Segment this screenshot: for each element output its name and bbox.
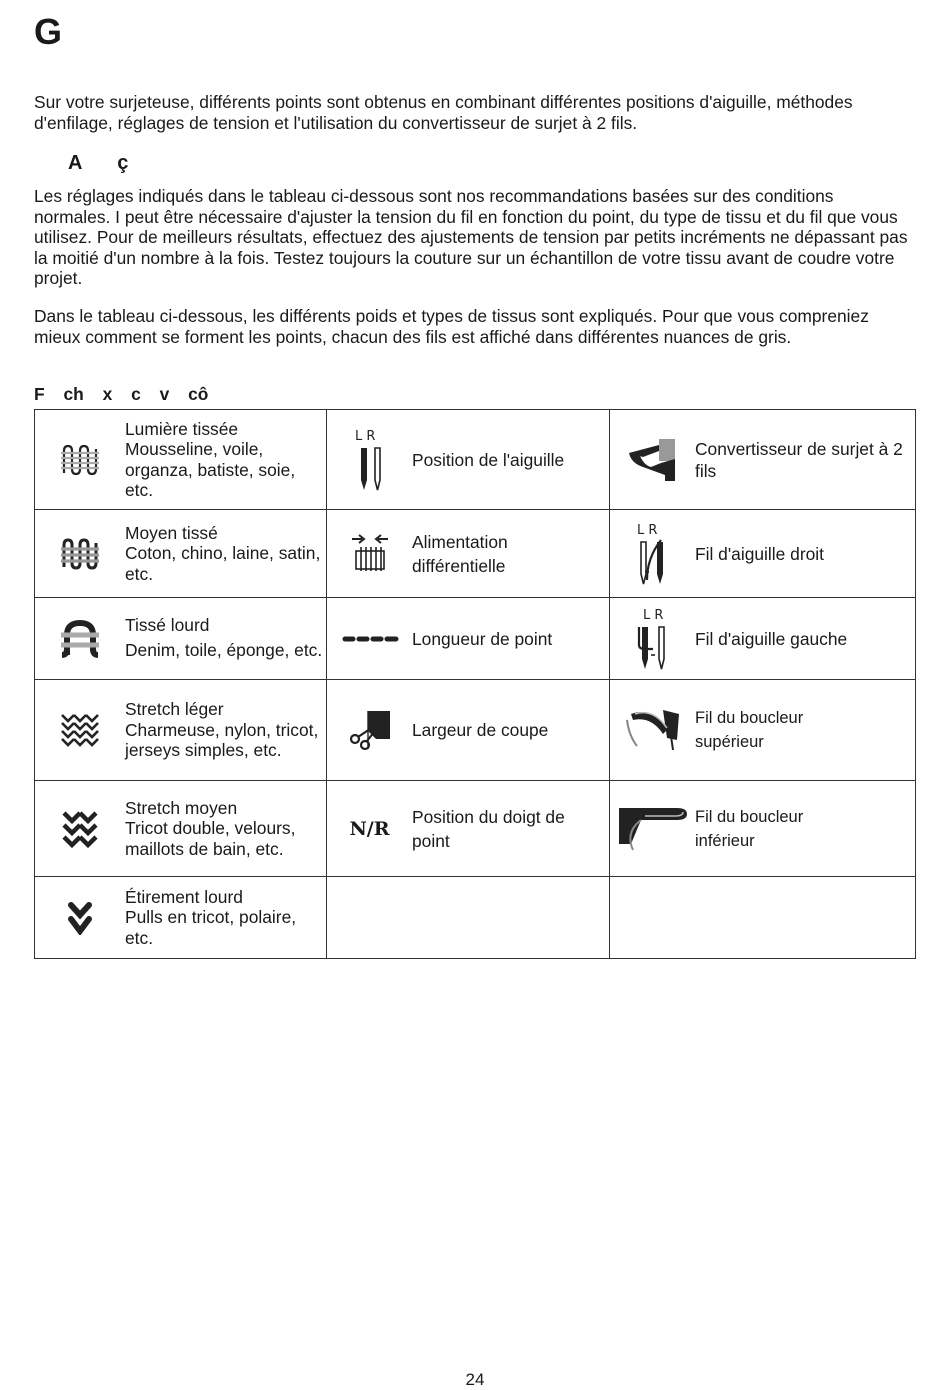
thread-cell [610, 410, 916, 510]
heavy-stretch-icon [35, 901, 125, 935]
section-subheading: A ç [68, 152, 129, 174]
fabric-description: Tricot double, velours, maillots de bain, etc. [125, 818, 296, 859]
stitch-finger-icon-text: N/R [349, 817, 390, 840]
fabric-name: Moyen tissé [125, 522, 218, 543]
svg-text:L R: L R [354, 428, 375, 444]
fabric-cell [35, 781, 327, 877]
fabric-name: Lumière tissée [125, 418, 239, 439]
svg-text:L R: L R [642, 607, 663, 623]
light-stretch-icon [35, 711, 125, 749]
fabric-name: Tissé lourd [125, 615, 210, 636]
fabric-description: Denim, toile, éponge, etc. [125, 639, 323, 660]
setting-label: Alimentation différentielle [412, 531, 508, 576]
thread-label: Convertisseur de surjet à 2 fils [695, 438, 903, 481]
empty-cell [610, 877, 916, 959]
fabric-cell [35, 598, 327, 680]
legend-row [35, 680, 916, 781]
settings-note-paragraph: Les réglages indiqués dans le tableau ci-dessous sont nos recommandations basées sur des conditions normales. I peut être nécessaire d'ajuster la tension du fil en fonction du point, du type de tissu et du fil que vous utilisez. Pour de meilleurs résultats, effectuez des ajustements de tension par petits incréments ne dépassant pas la moitié d'un nombre à la fois. Testez toujours la couture sur un échantillon de votre tissu avant de coudre votre projet. [34, 186, 908, 288]
fabric-name: Stretch moyen [125, 797, 238, 818]
setting-label: Position de l'aiguille [412, 449, 565, 470]
stitch-length-icon [327, 634, 412, 644]
legend-row [35, 781, 916, 877]
thread-cell [610, 510, 916, 598]
setting-cell [327, 598, 610, 680]
two-thread-converter-icon [610, 435, 695, 485]
thread-cell [610, 680, 916, 781]
setting-cell [327, 781, 610, 877]
setting-cell [327, 410, 610, 510]
thread-label: Fil d'aiguille gauche [695, 628, 848, 649]
fabric-cell [35, 680, 327, 781]
fabric-name: Étirement lourd [125, 886, 243, 907]
thread-label: Fil d'aiguille droit [695, 543, 824, 564]
stitch-finger-icon [327, 818, 412, 840]
cutting-width-icon [327, 709, 412, 751]
setting-label: Longueur de point [412, 628, 553, 649]
legend-row [35, 510, 916, 598]
empty-cell [327, 877, 610, 959]
medium-stretch-icon [35, 809, 125, 849]
setting-cell [327, 510, 610, 598]
fabric-cell [35, 510, 327, 598]
fabric-description: Coton, chino, laine, satin, etc. [125, 543, 321, 584]
legend-row [35, 598, 916, 680]
page-heading: G [34, 11, 63, 52]
fabric-description: Pulls en tricot, polaire, etc. [125, 907, 297, 948]
fabric-description: Mousseline, voile, organza, batiste, soie, etc. [125, 439, 296, 500]
left-needle-thread-icon [610, 607, 695, 671]
fabric-explanation-paragraph: Dans le tableau ci-dessous, les différents poids et types de tissus sont expliqués. Pour que vous compreniez mieux comment se forment les points, chacun des fils est affiché dans différentes nuances de gris. [34, 306, 869, 347]
legend-row [35, 877, 916, 959]
legend-row [35, 410, 916, 510]
thread-label: Fil du boucleur inférieur [695, 807, 804, 850]
fabric-description: Charmeuse, nylon, tricot, jerseys simples, etc. [125, 719, 319, 761]
legend-title: F ch x c v cô [34, 384, 209, 404]
fabric-name: Stretch léger [125, 699, 224, 720]
setting-label: Largeur de coupe [412, 720, 549, 740]
svg-text:L R: L R [636, 522, 657, 538]
medium-woven-icon [35, 535, 125, 573]
legend-table [34, 409, 916, 959]
intro-paragraph: Sur votre surjeteuse, différents points sont obtenus en combinant différentes positions d'aiguille, méthodes d'enfilage, réglages de tension et l'utilisation du convertisseur de surjet à 2 fils. [34, 92, 853, 133]
needle-position-icon [327, 428, 412, 492]
upper-looper-thread-icon [610, 708, 695, 752]
heavy-woven-icon [35, 619, 125, 659]
setting-label: Position du doigt de point [412, 806, 565, 851]
right-needle-thread-icon [610, 522, 695, 586]
fabric-cell [35, 877, 327, 959]
thread-cell [610, 598, 916, 680]
page-number: 24 [465, 1370, 485, 1389]
thread-label: Fil du boucleur supérieur [695, 709, 804, 751]
lower-looper-thread-icon [610, 806, 695, 852]
setting-cell [327, 680, 610, 781]
differential-feed-icon [327, 533, 412, 575]
light-woven-icon [35, 441, 125, 479]
fabric-cell [35, 410, 327, 510]
thread-cell [610, 781, 916, 877]
